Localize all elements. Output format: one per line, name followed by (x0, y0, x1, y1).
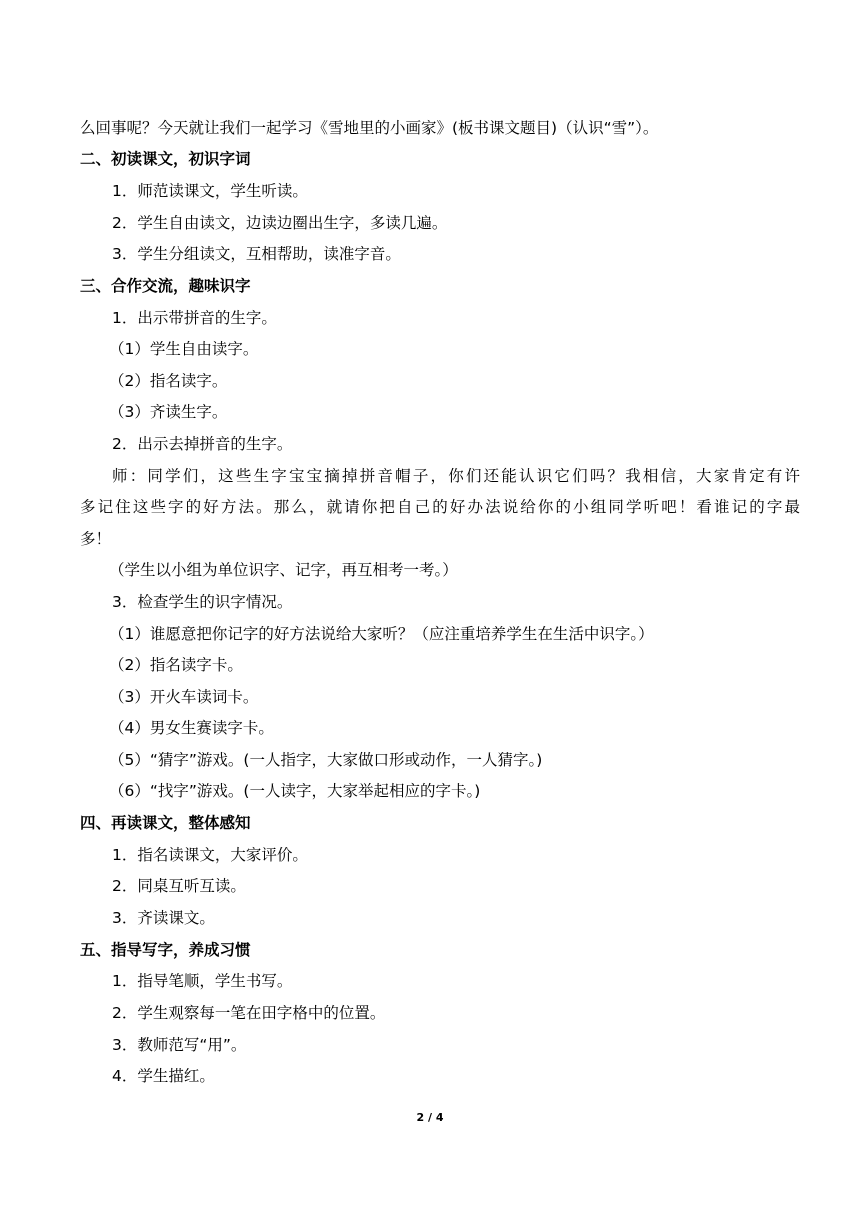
list-item: 2．学生自由读文，边读边圈出生字，多读几遍。 (112, 214, 448, 232)
sub-list-item: （1）学生自由读字。 (109, 340, 259, 358)
sub-list-item: （6）“找字”游戏。(一人读字，大家举起相应的字卡。) (109, 782, 481, 800)
list-item: 1．师范读课文，学生听读。 (112, 182, 308, 200)
paragraph-line: 多记住这些字的好方法。那么，就请你把自己的好办法说给你的小组同学听吧！看谁记的字最 (80, 498, 800, 516)
paragraph-line: （学生以小组为单位识字、记字，再互相考一考。） (109, 561, 458, 579)
list-item: 2．出示去掉拼音的生字。 (112, 435, 293, 453)
paragraph-line: 么回事呢？今天就让我们一起学习《雪地里的小画家》(板书课文题目)（认识“雪”）。 (80, 119, 659, 137)
list-item: 3．检查学生的识字情况。 (112, 593, 293, 611)
section-heading: 二、初读课文，初识字词 (80, 150, 251, 168)
sub-list-item: （3）齐读生字。 (109, 403, 228, 421)
list-item: 2．学生观察每一笔在田字格中的位置。 (112, 1004, 386, 1022)
list-item: 3．学生分组读文，互相帮助，读准字音。 (112, 245, 401, 263)
sub-list-item: （4）男女生赛读字卡。 (109, 719, 274, 737)
paragraph-line: 多！ (80, 530, 112, 548)
sub-list-item: （5）“猜字”游戏。(一人指字，大家做口形或动作，一人猜字。) (109, 751, 543, 769)
page-number: 2 / 4 (416, 1111, 444, 1124)
list-item: 1．指导笔顺，学生书写。 (112, 972, 293, 990)
sub-list-item: （2）指名读字。 (109, 372, 228, 390)
list-item: 4．学生描红。 (112, 1067, 215, 1085)
section-heading: 三、合作交流，趣味识字 (80, 277, 251, 295)
section-heading: 五、指导写字，养成习惯 (80, 941, 251, 959)
paragraph-line: 师：同学们，这些生字宝宝摘掉拼音帽子，你们还能认识它们吗？我相信，大家肯定有许 (112, 467, 800, 485)
sub-list-item: （3）开火车读词卡。 (109, 688, 259, 706)
list-item: 3．教师范写“用”。 (112, 1036, 247, 1054)
section-heading: 四、再读课文，整体感知 (80, 814, 251, 832)
list-item: 1．指名读课文，大家评价。 (112, 846, 308, 864)
list-item: 3．齐读课文。 (112, 909, 215, 927)
sub-list-item: （2）指名读字卡。 (109, 656, 243, 674)
list-item: 1．出示带拼音的生字。 (112, 309, 277, 327)
sub-list-item: （1）谁愿意把你记字的好方法说给大家听？（应注重培养学生在生活中识字。） (109, 625, 654, 643)
list-item: 2．同桌互听互读。 (112, 877, 246, 895)
